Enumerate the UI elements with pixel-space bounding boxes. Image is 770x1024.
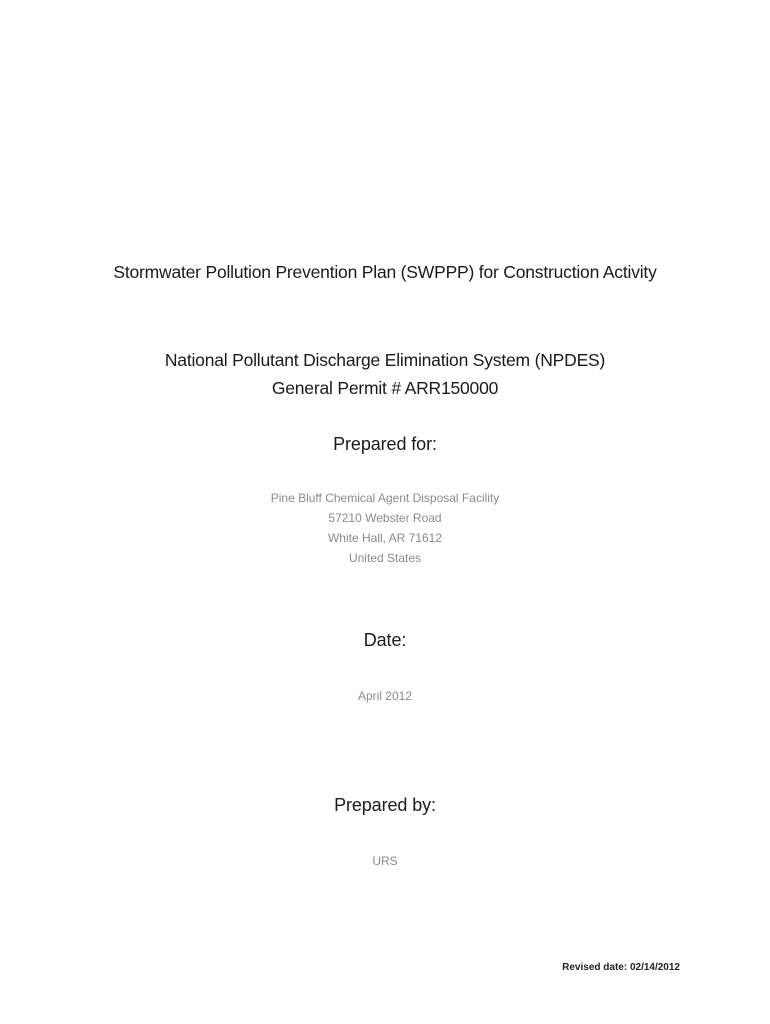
general-permit-number: General Permit # ARR150000 (271, 378, 499, 398)
street-address: 57210 Webster Road (328, 511, 442, 525)
prepared-by-heading: Prepared by: (334, 795, 436, 815)
prepared-for-heading: Prepared for: (333, 434, 437, 454)
facility-name: Pine Bluff Chemical Agent Disposal Facility (270, 491, 500, 505)
revised-date: Revised date: 02/14/2012 (562, 962, 680, 973)
preparer-name: URS (372, 854, 398, 868)
npdes-system-name: National Pollutant Discharge Elimination System (NPDES) (164, 350, 606, 370)
country: United States (348, 551, 422, 565)
date-heading: Date: (363, 630, 407, 650)
date-value: April 2012 (357, 689, 413, 703)
facility-address (0, 488, 770, 568)
city-state-zip: White Hall, AR 71612 (327, 531, 443, 545)
document-title: Stormwater Pollution Prevention Plan (SWPPP) for Construction Activity (113, 262, 657, 282)
permit-block (0, 346, 770, 402)
